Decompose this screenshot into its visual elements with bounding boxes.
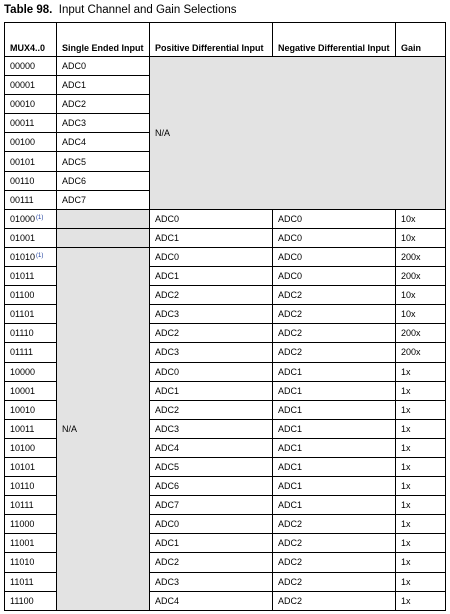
mux-code-cell <box>5 133 57 152</box>
gain-cell: 1x <box>396 515 446 534</box>
gain-cell: 1x <box>396 534 446 553</box>
mux-code-cell <box>5 247 57 266</box>
gain-cell: 1x <box>396 400 446 419</box>
positive-input-cell: ADC2 <box>150 400 273 419</box>
gain-cell: 10x <box>396 228 446 247</box>
gain-cell: 1x <box>396 477 446 496</box>
mux-code-cell <box>5 114 57 133</box>
mux-code: 11001 <box>10 538 35 549</box>
positive-input-cell: ADC1 <box>150 228 273 247</box>
mux-code: 10100 <box>10 442 36 453</box>
negative-input-cell: ADC2 <box>273 343 396 362</box>
mux-code: 01011 <box>10 271 35 282</box>
mux-code-cell <box>5 76 57 95</box>
gain-cell: 1x <box>396 457 446 476</box>
mux-code: 00001 <box>10 80 36 91</box>
positive-input-cell: ADC3 <box>150 419 273 438</box>
negative-input-cell: ADC2 <box>273 305 396 324</box>
gain-cell: 1x <box>396 496 446 515</box>
mux-code-cell <box>5 553 57 572</box>
mux-code: 11010 <box>10 557 35 568</box>
mux-code: 00111 <box>10 194 34 205</box>
table-title: Input Channel and Gain Selections <box>58 4 237 16</box>
mux-code-cell <box>5 515 57 534</box>
table-row <box>5 228 446 247</box>
gain-cell: 1x <box>396 553 446 572</box>
gain-cell: 200x <box>396 343 446 362</box>
positive-input-cell: ADC3 <box>150 305 273 324</box>
mux-code-cell <box>5 343 57 362</box>
mux-code-cell <box>5 228 57 247</box>
mux-code-cell <box>5 477 57 496</box>
gain-cell: 1x <box>396 419 446 438</box>
mux-code: 00110 <box>10 175 35 186</box>
mux-code-cell <box>5 305 57 324</box>
single-ended-cell: ADC2 <box>57 95 150 114</box>
negative-input-cell: ADC1 <box>273 362 396 381</box>
table-row <box>5 209 446 228</box>
mux-code: 11100 <box>10 595 34 606</box>
mux-code: 11011 <box>10 576 34 587</box>
mux-code: 10110 <box>10 481 35 492</box>
mux-code-cell <box>5 534 57 553</box>
single-ended-cell: ADC3 <box>57 114 150 133</box>
mux-code: 00011 <box>10 118 35 129</box>
gain-cell: 200x <box>396 324 446 343</box>
header-positive-differential: Positive Differential Input <box>150 23 273 57</box>
mux-code: 01001 <box>10 232 36 243</box>
single-ended-cell: ADC1 <box>57 76 150 95</box>
table-caption <box>4 3 237 17</box>
mux-code: 00100 <box>10 137 36 148</box>
mux-code-cell <box>5 496 57 515</box>
negative-input-cell: ADC1 <box>273 496 396 515</box>
gain-cell: 1x <box>396 438 446 457</box>
positive-input-cell: ADC0 <box>150 247 273 266</box>
positive-input-cell: ADC4 <box>150 438 273 457</box>
negative-input-cell: ADC1 <box>273 477 396 496</box>
channel-gain-table <box>4 22 446 611</box>
positive-input-cell: ADC0 <box>150 362 273 381</box>
negative-input-cell: ADC0 <box>273 209 396 228</box>
mux-code-cell <box>5 286 57 305</box>
negative-input-cell: ADC2 <box>273 553 396 572</box>
header-single-ended: Single Ended Input <box>57 23 150 57</box>
mux-code: 10000 <box>10 366 36 377</box>
negative-input-cell: ADC0 <box>273 228 396 247</box>
mux-code: 01101 <box>10 309 35 320</box>
mux-code: 01010 <box>10 251 36 262</box>
mux-code-cell <box>5 572 57 591</box>
negative-input-cell: ADC2 <box>273 286 396 305</box>
negative-input-cell: ADC0 <box>273 247 396 266</box>
single-ended-cell: ADC0 <box>57 57 150 76</box>
table-body <box>5 57 446 611</box>
positive-input-cell: ADC2 <box>150 286 273 305</box>
mux-code-cell <box>5 152 57 171</box>
gain-cell: 1x <box>396 362 446 381</box>
gain-cell: 200x <box>396 267 446 286</box>
gain-cell: 10x <box>396 305 446 324</box>
footnote-ref[interactable]: (1) <box>36 252 44 259</box>
na-differential-cell: N/A <box>150 57 446 210</box>
header-mux: MUX4..0 <box>5 23 57 57</box>
positive-input-cell: ADC0 <box>150 209 273 228</box>
header-negative-differential: Negative Differential Input <box>273 23 396 57</box>
mux-code-cell <box>5 591 57 610</box>
positive-input-cell: ADC0 <box>150 515 273 534</box>
mux-code-cell <box>5 438 57 457</box>
negative-input-cell: ADC1 <box>273 419 396 438</box>
mux-code-cell <box>5 419 57 438</box>
mux-code: 10101 <box>10 462 36 473</box>
mux-code-cell <box>5 400 57 419</box>
positive-input-cell: ADC2 <box>150 553 273 572</box>
positive-input-cell: ADC1 <box>150 267 273 286</box>
mux-code-cell <box>5 171 57 190</box>
shaded-empty-cell <box>57 228 150 247</box>
gain-cell: 1x <box>396 591 446 610</box>
mux-code: 01100 <box>10 290 35 301</box>
negative-input-cell: ADC0 <box>273 267 396 286</box>
mux-code: 10011 <box>10 423 35 434</box>
single-ended-cell: ADC6 <box>57 171 150 190</box>
negative-input-cell: ADC2 <box>273 572 396 591</box>
mux-code: 00000 <box>10 61 36 72</box>
table-number: Table 98. <box>4 4 53 16</box>
mux-code: 10010 <box>10 404 36 415</box>
gain-cell: 10x <box>396 286 446 305</box>
mux-code: 10111 <box>10 500 34 511</box>
negative-input-cell: ADC1 <box>273 457 396 476</box>
gain-cell: 1x <box>396 572 446 591</box>
positive-input-cell: ADC5 <box>150 457 273 476</box>
mux-code: 10001 <box>10 385 36 396</box>
positive-input-cell: ADC6 <box>150 477 273 496</box>
gain-cell: 200x <box>396 247 446 266</box>
mux-code-cell <box>5 57 57 76</box>
positive-input-cell: ADC4 <box>150 591 273 610</box>
table-row <box>5 57 446 76</box>
positive-input-cell: ADC7 <box>150 496 273 515</box>
mux-code-cell <box>5 324 57 343</box>
negative-input-cell: ADC2 <box>273 591 396 610</box>
footnote-ref[interactable]: (1) <box>36 214 44 221</box>
positive-input-cell: ADC3 <box>150 343 273 362</box>
positive-input-cell: ADC2 <box>150 324 273 343</box>
mux-code: 01111 <box>10 347 34 358</box>
mux-code: 01110 <box>10 328 34 339</box>
gain-cell: 1x <box>396 381 446 400</box>
mux-code-cell <box>5 381 57 400</box>
negative-input-cell: ADC1 <box>273 438 396 457</box>
negative-input-cell: ADC2 <box>273 515 396 534</box>
mux-code-cell <box>5 209 57 228</box>
gain-cell: 10x <box>396 209 446 228</box>
negative-input-cell: ADC2 <box>273 324 396 343</box>
single-ended-cell: ADC5 <box>57 152 150 171</box>
header-row <box>5 23 446 57</box>
positive-input-cell: ADC1 <box>150 534 273 553</box>
mux-code-cell <box>5 457 57 476</box>
mux-code: 11000 <box>10 519 35 530</box>
na-single-ended-cell: N/A <box>57 247 150 610</box>
negative-input-cell: ADC1 <box>273 381 396 400</box>
single-ended-cell: ADC7 <box>57 190 150 209</box>
negative-input-cell: ADC2 <box>273 534 396 553</box>
mux-code-cell <box>5 190 57 209</box>
mux-code: 01000 <box>10 213 36 224</box>
single-ended-cell: ADC4 <box>57 133 150 152</box>
mux-code: 00101 <box>10 156 36 167</box>
mux-code-cell <box>5 362 57 381</box>
table-row <box>5 247 446 266</box>
negative-input-cell: ADC1 <box>273 400 396 419</box>
mux-code-cell <box>5 95 57 114</box>
shaded-empty-cell <box>57 209 150 228</box>
header-gain: Gain <box>396 23 446 57</box>
mux-code: 00010 <box>10 99 36 110</box>
mux-code-cell <box>5 267 57 286</box>
positive-input-cell: ADC1 <box>150 381 273 400</box>
positive-input-cell: ADC3 <box>150 572 273 591</box>
